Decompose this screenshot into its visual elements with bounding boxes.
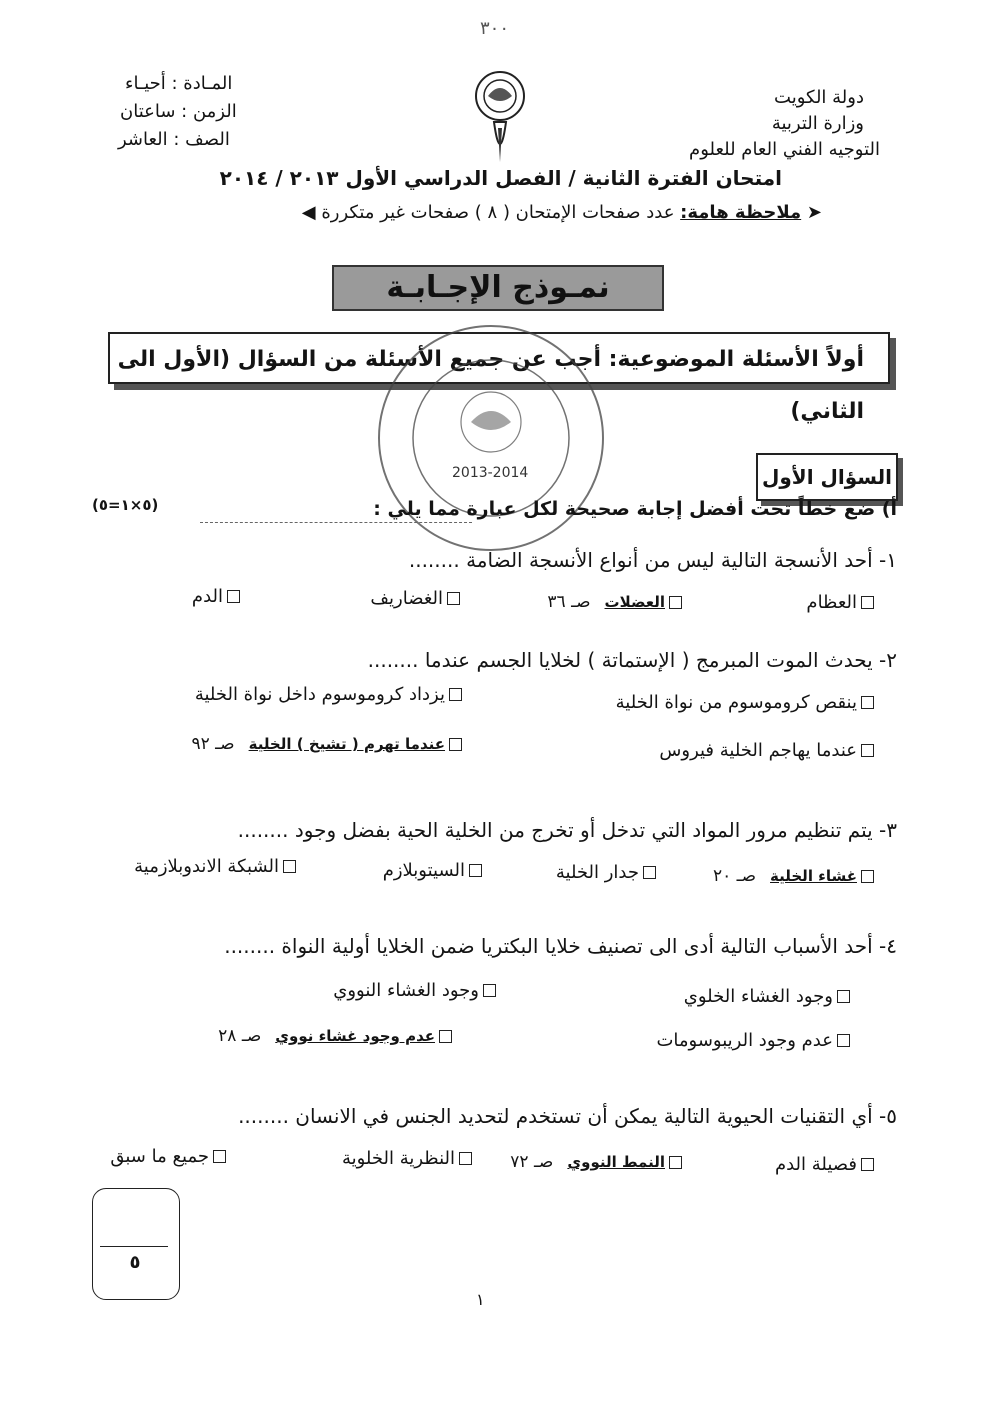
checkbox-icon[interactable] <box>837 990 850 1003</box>
note-label: ملاحظة هامة: <box>680 202 802 223</box>
q2-option-1[interactable]: ينقص كروموسوم من نواة الخلية <box>616 692 874 713</box>
q1-option-4[interactable]: الدم <box>192 586 240 607</box>
arrow-icon: ➤ <box>806 202 822 223</box>
q2-option-3[interactable]: عندما يهاجم الخلية فيروس <box>659 740 874 761</box>
checkbox-icon[interactable] <box>459 1152 472 1165</box>
checkbox-icon[interactable] <box>837 1034 850 1047</box>
score-value: ٥ <box>129 1252 141 1273</box>
exam-title: امتحان الفترة الثانية / الفصل الدراسي الأول ٢٠١٣ / ٢٠١٤ <box>219 166 782 190</box>
answer-model-banner: نمـوذج الإجـابـة <box>332 265 664 311</box>
q3-option-4[interactable]: الشبكة الاندوبلازمية <box>134 856 296 877</box>
score-formula: (٥×١=٥) <box>92 496 159 514</box>
checkbox-icon[interactable] <box>669 1156 682 1169</box>
question-one-box <box>756 453 898 501</box>
q5-option-2[interactable]: النمط النووي صـ ٧٢ <box>510 1152 682 1172</box>
q1-option-3[interactable]: الغضاريف <box>370 588 460 609</box>
q3-option-1[interactable]: غشاء الخلية صـ ٢٠ <box>713 866 874 886</box>
checkbox-icon[interactable] <box>861 596 874 609</box>
q2-option-2[interactable]: يزداد كروموسوم داخل نواة الخلية <box>195 684 462 705</box>
q4-option-2[interactable]: وجود الغشاء النووي <box>333 980 496 1001</box>
header-country: دولة الكويت <box>774 87 864 108</box>
important-note <box>302 202 822 223</box>
question-5-text: ٥- أي التقنيات الحيوية التالية يمكن أن تستخدم لتحديد الجنس في الانسان ........ <box>238 1104 897 1128</box>
checkbox-icon[interactable] <box>861 696 874 709</box>
q2-option-4[interactable]: عندما تهرم ( تشيخ ) الخلية صـ ٩٢ <box>192 734 463 754</box>
stamp-year: 2013-2014 <box>452 465 529 481</box>
kuwait-emblem-icon <box>472 66 528 174</box>
q1-option-1[interactable]: العظام <box>806 592 874 613</box>
checkbox-icon[interactable] <box>447 592 460 605</box>
score-divider <box>100 1246 168 1247</box>
checkbox-icon[interactable] <box>469 864 482 877</box>
question-2-text: ٢- يحدث الموت المبرمج ( الإستماتة ) لخلايا الجسم عندما ........ <box>367 648 897 672</box>
q4-option-3[interactable]: عدم وجود الريبوسومات <box>656 1030 850 1051</box>
header-time: الزمن : ساعتان <box>120 101 237 122</box>
checkbox-icon[interactable] <box>283 860 296 873</box>
checkbox-icon[interactable] <box>643 866 656 879</box>
q5-option-1[interactable]: فصيلة الدم <box>775 1154 874 1175</box>
checkbox-icon[interactable] <box>861 1158 874 1171</box>
checkbox-icon[interactable] <box>213 1150 226 1163</box>
checkbox-icon[interactable] <box>439 1030 452 1043</box>
q4-option-1[interactable]: وجود الغشاء الخلوي <box>684 986 850 1007</box>
checkbox-icon[interactable] <box>861 744 874 757</box>
question-3-text: ٣- يتم تنظيم مرور المواد التي تدخل أو تخرج من الخلية الحية بفضل وجود ........ <box>237 818 897 842</box>
q4-option-4[interactable]: عدم وجود غشاء نووي صـ ٢٨ <box>218 1026 452 1046</box>
question-4-text: ٤- أحد الأسباب التالية أدى الى تصنيف خلايا البكتريا ضمن الخلايا أولية النواة ........ <box>224 934 897 958</box>
instruction-dotted-line <box>200 522 472 523</box>
checkbox-icon[interactable] <box>449 738 462 751</box>
header-department: التوجيه الفني العام للعلوم <box>689 139 880 160</box>
arrow-left-icon: ◀ <box>301 202 316 223</box>
section-title: أولاً الأسئلة الموضوعية: أجب عن جميع الأسئلة من السؤال (الأول الى الثاني) <box>117 347 864 424</box>
instruction-text: أ) ضع خطاً تحت أفضل إجابة صحيحة لكل عبارة مما يلي : <box>373 498 897 520</box>
checkbox-icon[interactable] <box>483 984 496 997</box>
header-grade: الصف : العاشر <box>118 129 230 150</box>
checkbox-icon[interactable] <box>449 688 462 701</box>
question-1-text: ١- أحد الأنسجة التالية ليس من أنواع الأنسجة الضامة ........ <box>408 548 897 572</box>
question-one-title: السؤال الأول <box>762 465 892 489</box>
header-ministry: وزارة التربية <box>771 113 864 134</box>
checkbox-icon[interactable] <box>861 870 874 883</box>
checkbox-icon[interactable] <box>227 590 240 603</box>
note-text: عدد صفحات الإمتحان ( ٨ ) صفحات غير متكررة <box>321 202 675 223</box>
page-number: ١ <box>476 1290 485 1309</box>
header-subject: المـادة : أحيـاء <box>125 73 233 94</box>
q5-option-3[interactable]: النظرية الخلوية <box>342 1148 472 1169</box>
checkbox-icon[interactable] <box>669 596 682 609</box>
page-top-mark: ٣٠٠ <box>480 18 510 39</box>
q3-option-2[interactable]: جدار الخلية <box>556 862 656 883</box>
q1-option-2[interactable]: العضلات صـ ٣٦ <box>547 592 682 612</box>
q3-option-3[interactable]: السيتوبلازم <box>383 860 482 881</box>
q5-option-4[interactable]: جميع ما سبق <box>110 1146 226 1167</box>
score-box <box>92 1188 180 1300</box>
